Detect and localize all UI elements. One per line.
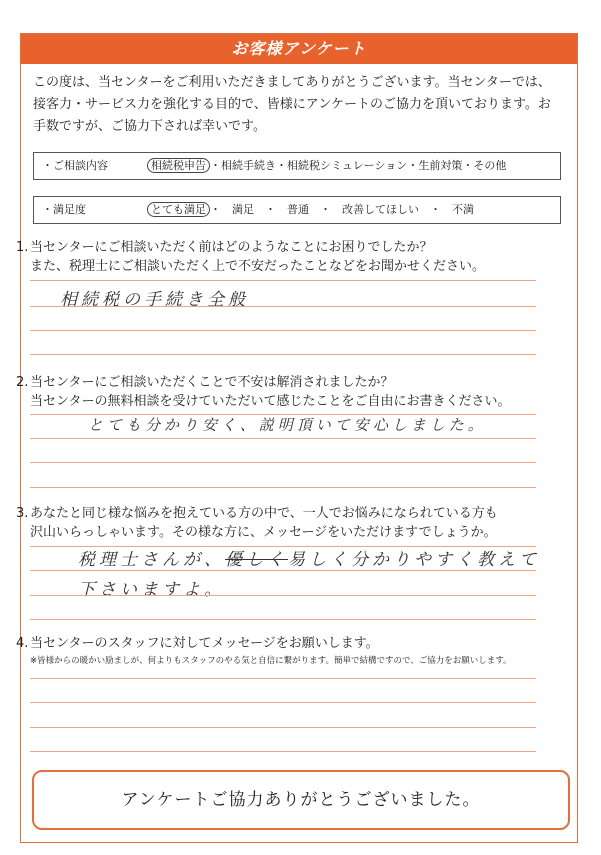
satisfaction-label: ・満足度 (42, 203, 86, 216)
answer-3-line2: 下さいますよ。 (78, 580, 225, 600)
answer-2: とても分かり安く、説明頂いて安心しました。 (88, 416, 487, 434)
question-4-note: ※皆様からの暖かい励ましが、何よりもスタッフのやる気と自信に繋がります。簡単で結構ですので、ご協力をお願いします。 (30, 656, 512, 666)
intro-text: この度は、当センターをご利用いただきましてありがとうございます。当センターでは、接客力・サービス力を強化する目的で、皆様にアンケートのご協力を頂いております。お手数ですが、ご協力下されば幸いです。 (33, 75, 551, 134)
consult-label: ・ご相談内容 (42, 159, 108, 172)
question-3: 3. あなたと同じ様な悩みを抱えている方の中で、一人でお悩みになられている方も 沢山いらっしゃいます。その様な方に、メッセージをいただけますでしょうか。 (16, 506, 498, 540)
consult-selected: 相続税申告 (147, 158, 210, 173)
satisfaction-options: ・ 満足 ・ 普通 ・ 改善してほしい ・ 不満 (210, 203, 474, 216)
question-4: 4. 当センターのスタッフに対してメッセージをお願いします。 ※皆様からの暖かい励ましが、何よりもスタッフのやる気と自信に繋がります。簡単で結構ですので、ご協力をお願いします。 (16, 634, 536, 669)
satisfaction-box (33, 196, 561, 224)
survey-title: お客様アンケート (21, 34, 577, 64)
question-2: 2. 当センターにご相談いただくことで不安は解消されましたか？ 当センターの無料相談を受けていただいて感じたことをご自由にお書きください。 (16, 375, 511, 409)
question-1: 1. 当センターにご相談いただく前はどのようなことにお困りでしたか？ また、税理士にご相談いただく上で不安だったことなどをお聞かせください。 (16, 240, 486, 274)
answer-1: 相続税の手続き全般 (60, 290, 249, 310)
thanks-box: アンケートご協力ありがとうございました。 (32, 770, 570, 830)
satisfaction-selected: とても満足 (147, 202, 210, 217)
consult-options: ・相続手続き・相続税シミュレーション・生前対策・その他 (210, 159, 507, 172)
answer-3: 税理士さんが、優しく易しく分かりやすく教えて (78, 550, 540, 570)
consult-box (33, 152, 561, 180)
